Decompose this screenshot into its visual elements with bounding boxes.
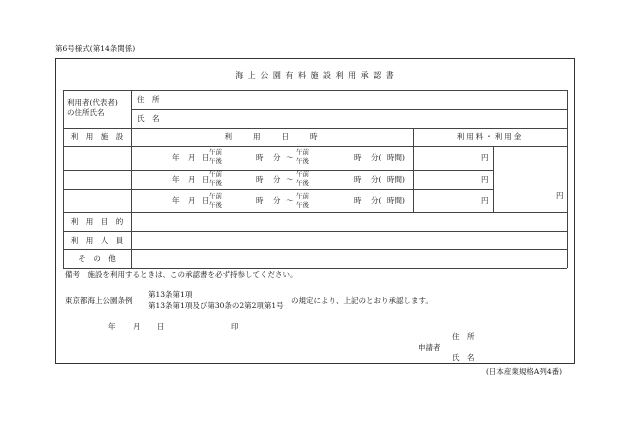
ordinance-clause: 第13条第1項 [148,290,193,299]
applicant-name-label: 氏 名 [452,353,475,362]
rule [493,146,494,212]
ordinance-clause: 第13条第1項及び第30条の2第2項第1号 [148,301,284,310]
ordinance-name: 東京都海上公園条例 [65,296,133,305]
pm-label: 午後 [209,201,222,209]
fee-header: 利用料・利用金 [456,132,524,141]
minute-unit: 分( [371,153,382,162]
rule [63,231,567,232]
applicant-label: 利用者(代表者) [67,98,118,107]
hour-unit: 時 [256,196,264,205]
am-label: 午前 [296,192,309,200]
applicant-label: の住所氏名 [67,108,105,117]
yen-unit: 円 [481,196,489,205]
year-unit: 年 [172,175,180,184]
people-label: 利 用 人 員 [70,236,124,245]
month-unit: 月 [188,196,196,205]
month-unit: 月 [188,153,196,162]
purpose-label: 利 用 目 的 [70,217,124,226]
rule [63,212,567,213]
pm-label: 午後 [296,157,309,165]
datetime-header: 利 用 日 時 [224,132,320,141]
total-yen: 円 [556,191,564,200]
minute-unit: 分 [273,175,281,184]
minute-unit: 分 [273,153,281,162]
month-unit: 月 [188,175,196,184]
hour-unit: 時 [354,175,362,184]
am-label: 午前 [296,148,309,156]
date-year: 年 [108,322,116,331]
rule [131,90,132,268]
pm-label: 午後 [209,179,222,187]
day-unit: 日 [202,175,210,184]
pm-label: 午後 [296,179,309,187]
hours-unit: 時間) [387,196,405,205]
rule [63,249,567,250]
approval-text: の規定により、上記のとおり承認します。 [291,296,433,305]
form-frame [55,58,575,364]
tilde: ～ [286,175,294,184]
am-label: 午前 [296,170,309,178]
rule [567,90,568,268]
rule [131,109,567,110]
rule [63,90,567,91]
other-label: そ の 他 [78,254,116,263]
rule [63,90,64,268]
form-number: 第6号様式(第14条関係) [55,44,136,53]
year-unit: 年 [172,196,180,205]
hours-unit: 時間) [387,153,405,162]
yen-unit: 円 [481,153,489,162]
rule [63,170,493,171]
pm-label: 午後 [209,157,222,165]
address-label: 住 所 [137,95,160,104]
am-label: 午前 [209,170,222,178]
facility-header: 利 用 施 設 [70,132,124,141]
rule [413,128,414,212]
yen-unit: 円 [481,175,489,184]
tilde: ～ [286,153,294,162]
day-unit: 日 [202,196,210,205]
minute-unit: 分( [371,175,382,184]
am-label: 午前 [209,148,222,156]
rule [63,189,493,190]
seal-mark: 印 [231,322,239,331]
date-month: 月 [133,322,141,331]
year-unit: 年 [172,153,180,162]
date-day: 日 [157,322,165,331]
form-title: 海 上 公 園 有 料 施 設 利 用 承 認 書 [235,71,395,80]
hour-unit: 時 [256,153,264,162]
rule [63,146,567,147]
applicant-word: 申請者 [418,343,441,352]
hour-unit: 時 [354,196,362,205]
hour-unit: 時 [354,153,362,162]
hours-unit: 時間) [387,175,405,184]
hour-unit: 時 [256,175,264,184]
rule [63,268,567,269]
tilde: ～ [286,196,294,205]
name-label: 氏 名 [137,114,160,123]
note-text: 備考 施設を利用するときは、この承認書を必ず持参してください。 [65,270,298,279]
minute-unit: 分( [371,196,382,205]
am-label: 午前 [209,192,222,200]
rule [63,128,567,129]
day-unit: 日 [202,153,210,162]
minute-unit: 分 [273,196,281,205]
applicant-address-label: 住 所 [452,332,475,341]
footer-note: (日本産業規格A列4番) [486,367,563,376]
pm-label: 午後 [296,201,309,209]
